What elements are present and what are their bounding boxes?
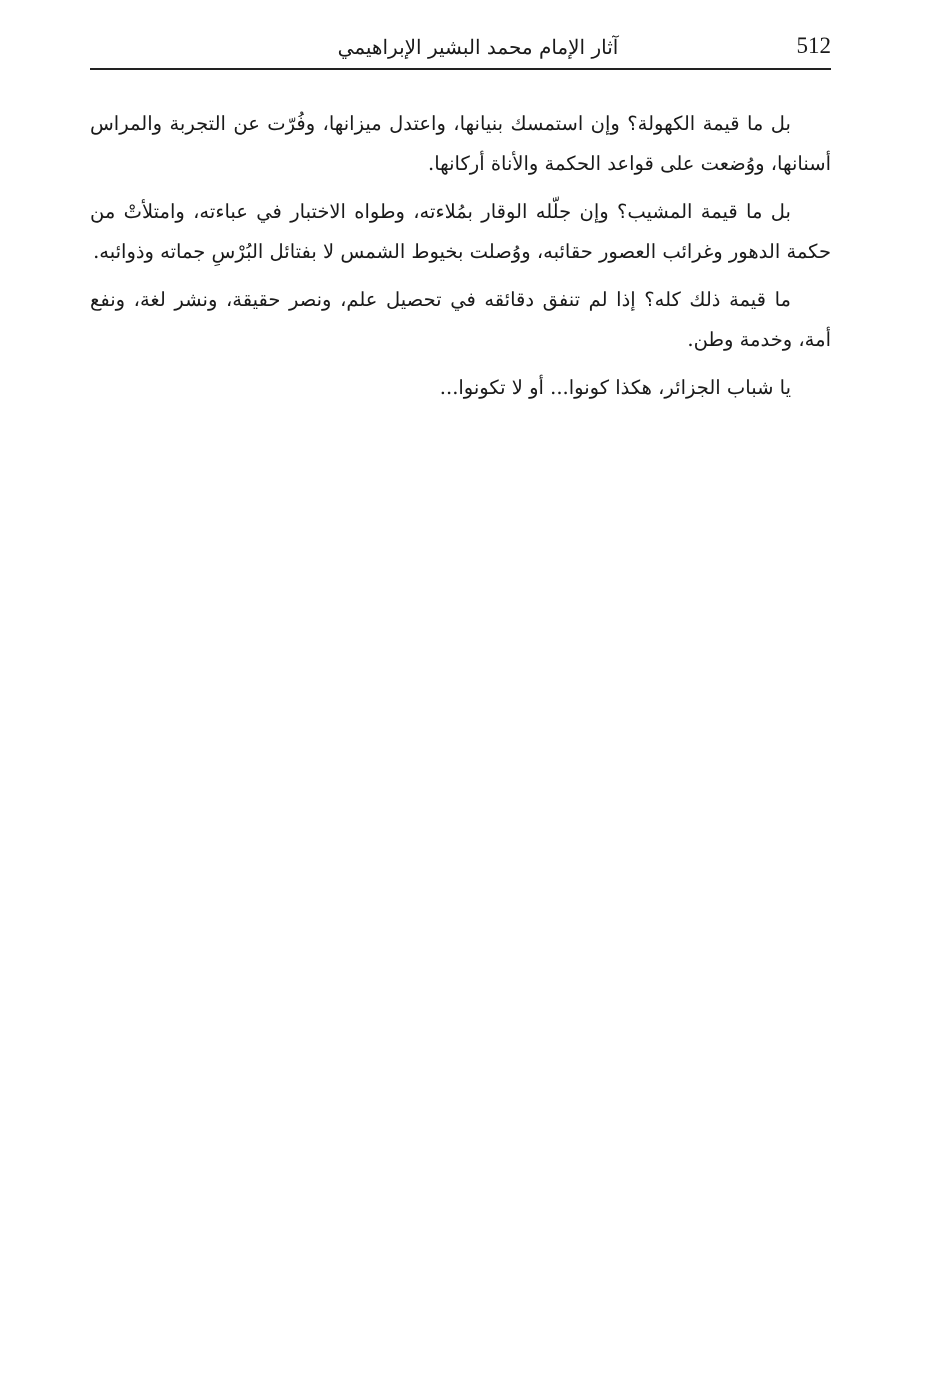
closing-line: يا شباب الجزائر، هكذا كونوا... أو لا تكونوا...: [439, 376, 791, 399]
running-header: [90, 28, 831, 70]
paragraph: بل ما قيمة الكهولة؟ وإن استمسك بنيانها، واعتدل ميزانها، وفُرّت عن التجربة والمراس أسنانها، ووُضعت على قواعد الحكمة والأناة أركانها.: [90, 112, 831, 175]
page-number: 512: [796, 33, 831, 58]
book-title: آثار الإمام محمد البشير الإبراهيمي: [337, 35, 619, 59]
paragraph: ما قيمة ذلك كله؟ إذا لم تنفق دقائقه في تحصيل علم، ونصر حقيقة، ونشر لغة، ونفع أمة، وخدمة وطن.: [90, 288, 831, 351]
body-text: [90, 104, 831, 417]
paragraph: بل ما قيمة المشيب؟ وإن جلّله الوقار بمُلاءته، وطواه الاختبار في عباءته، وامتلأتْ من حكمة الدهور وغرائب العصور حقائبه، ووُصلت بخيوط الشمس لا بفتائل البُرْسِ جماته وذوائبه.: [90, 200, 831, 263]
